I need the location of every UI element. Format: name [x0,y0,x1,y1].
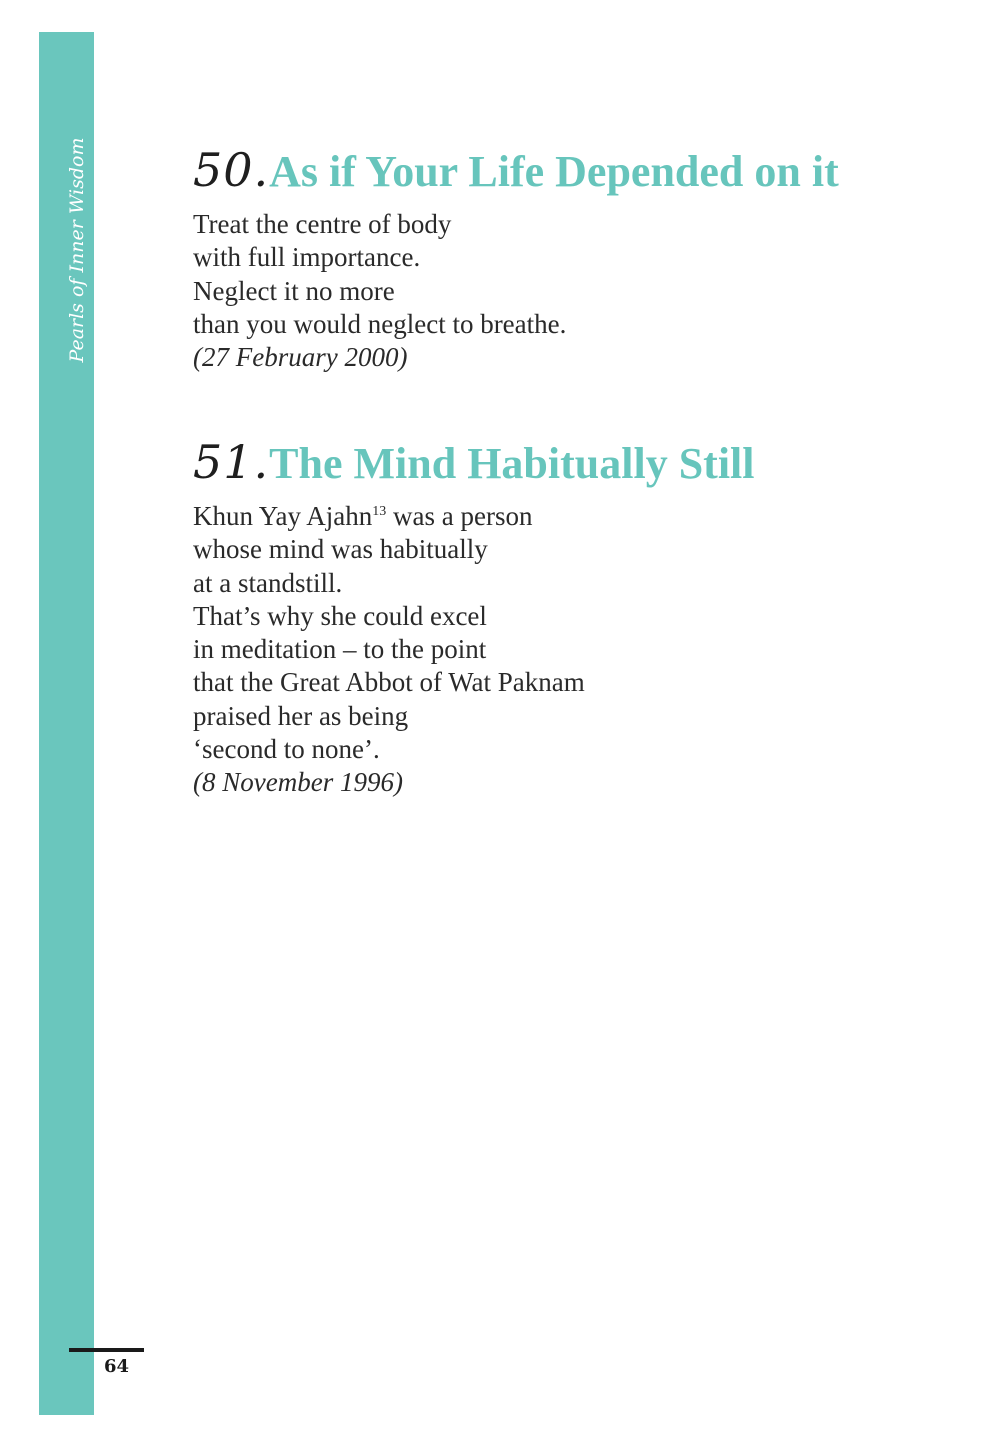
entry-number: 50. [193,143,270,197]
body-line: with full importance. [193,242,421,273]
body-line: Treat the centre of body [193,209,452,239]
body-line: ‘second to none’. [193,734,380,765]
body-line: in meditation – to the point [193,634,487,665]
entry-heading [193,432,755,492]
entry-body [193,208,839,374]
body-line: praised her as being [193,700,409,731]
entry-date: (8 November 1996) [193,767,403,798]
body-text: Khun Yay Ajahn [193,501,373,531]
body-line: whose mind was habitually [193,534,488,565]
body-text: was a person [386,501,533,531]
body-line: that the Great Abbot of Wat Paknam [193,667,585,698]
body-line: than you would neglect to breathe. [193,308,567,339]
entry-title: The Mind Habitually Still [269,439,755,488]
entry-title: As if Your Life Depended on it [269,147,839,196]
entry-date: (27 February 2000) [193,342,408,373]
entry-51 [193,432,755,800]
footnote-reference[interactable]: 13 [372,504,387,519]
entry-50 [193,140,839,374]
entry-heading [193,140,839,200]
page-number: 64 [104,1356,130,1377]
page-number-rule [69,1348,144,1352]
body-line [193,500,755,533]
running-head: Pearls of Inner Wisdom [66,137,88,363]
body-line: at a standstill. [193,567,343,598]
entry-number: 51. [193,435,270,489]
body-line: That’s why she could excel [193,600,487,631]
body-line: Neglect it no more [193,275,395,306]
entry-body [193,500,755,800]
